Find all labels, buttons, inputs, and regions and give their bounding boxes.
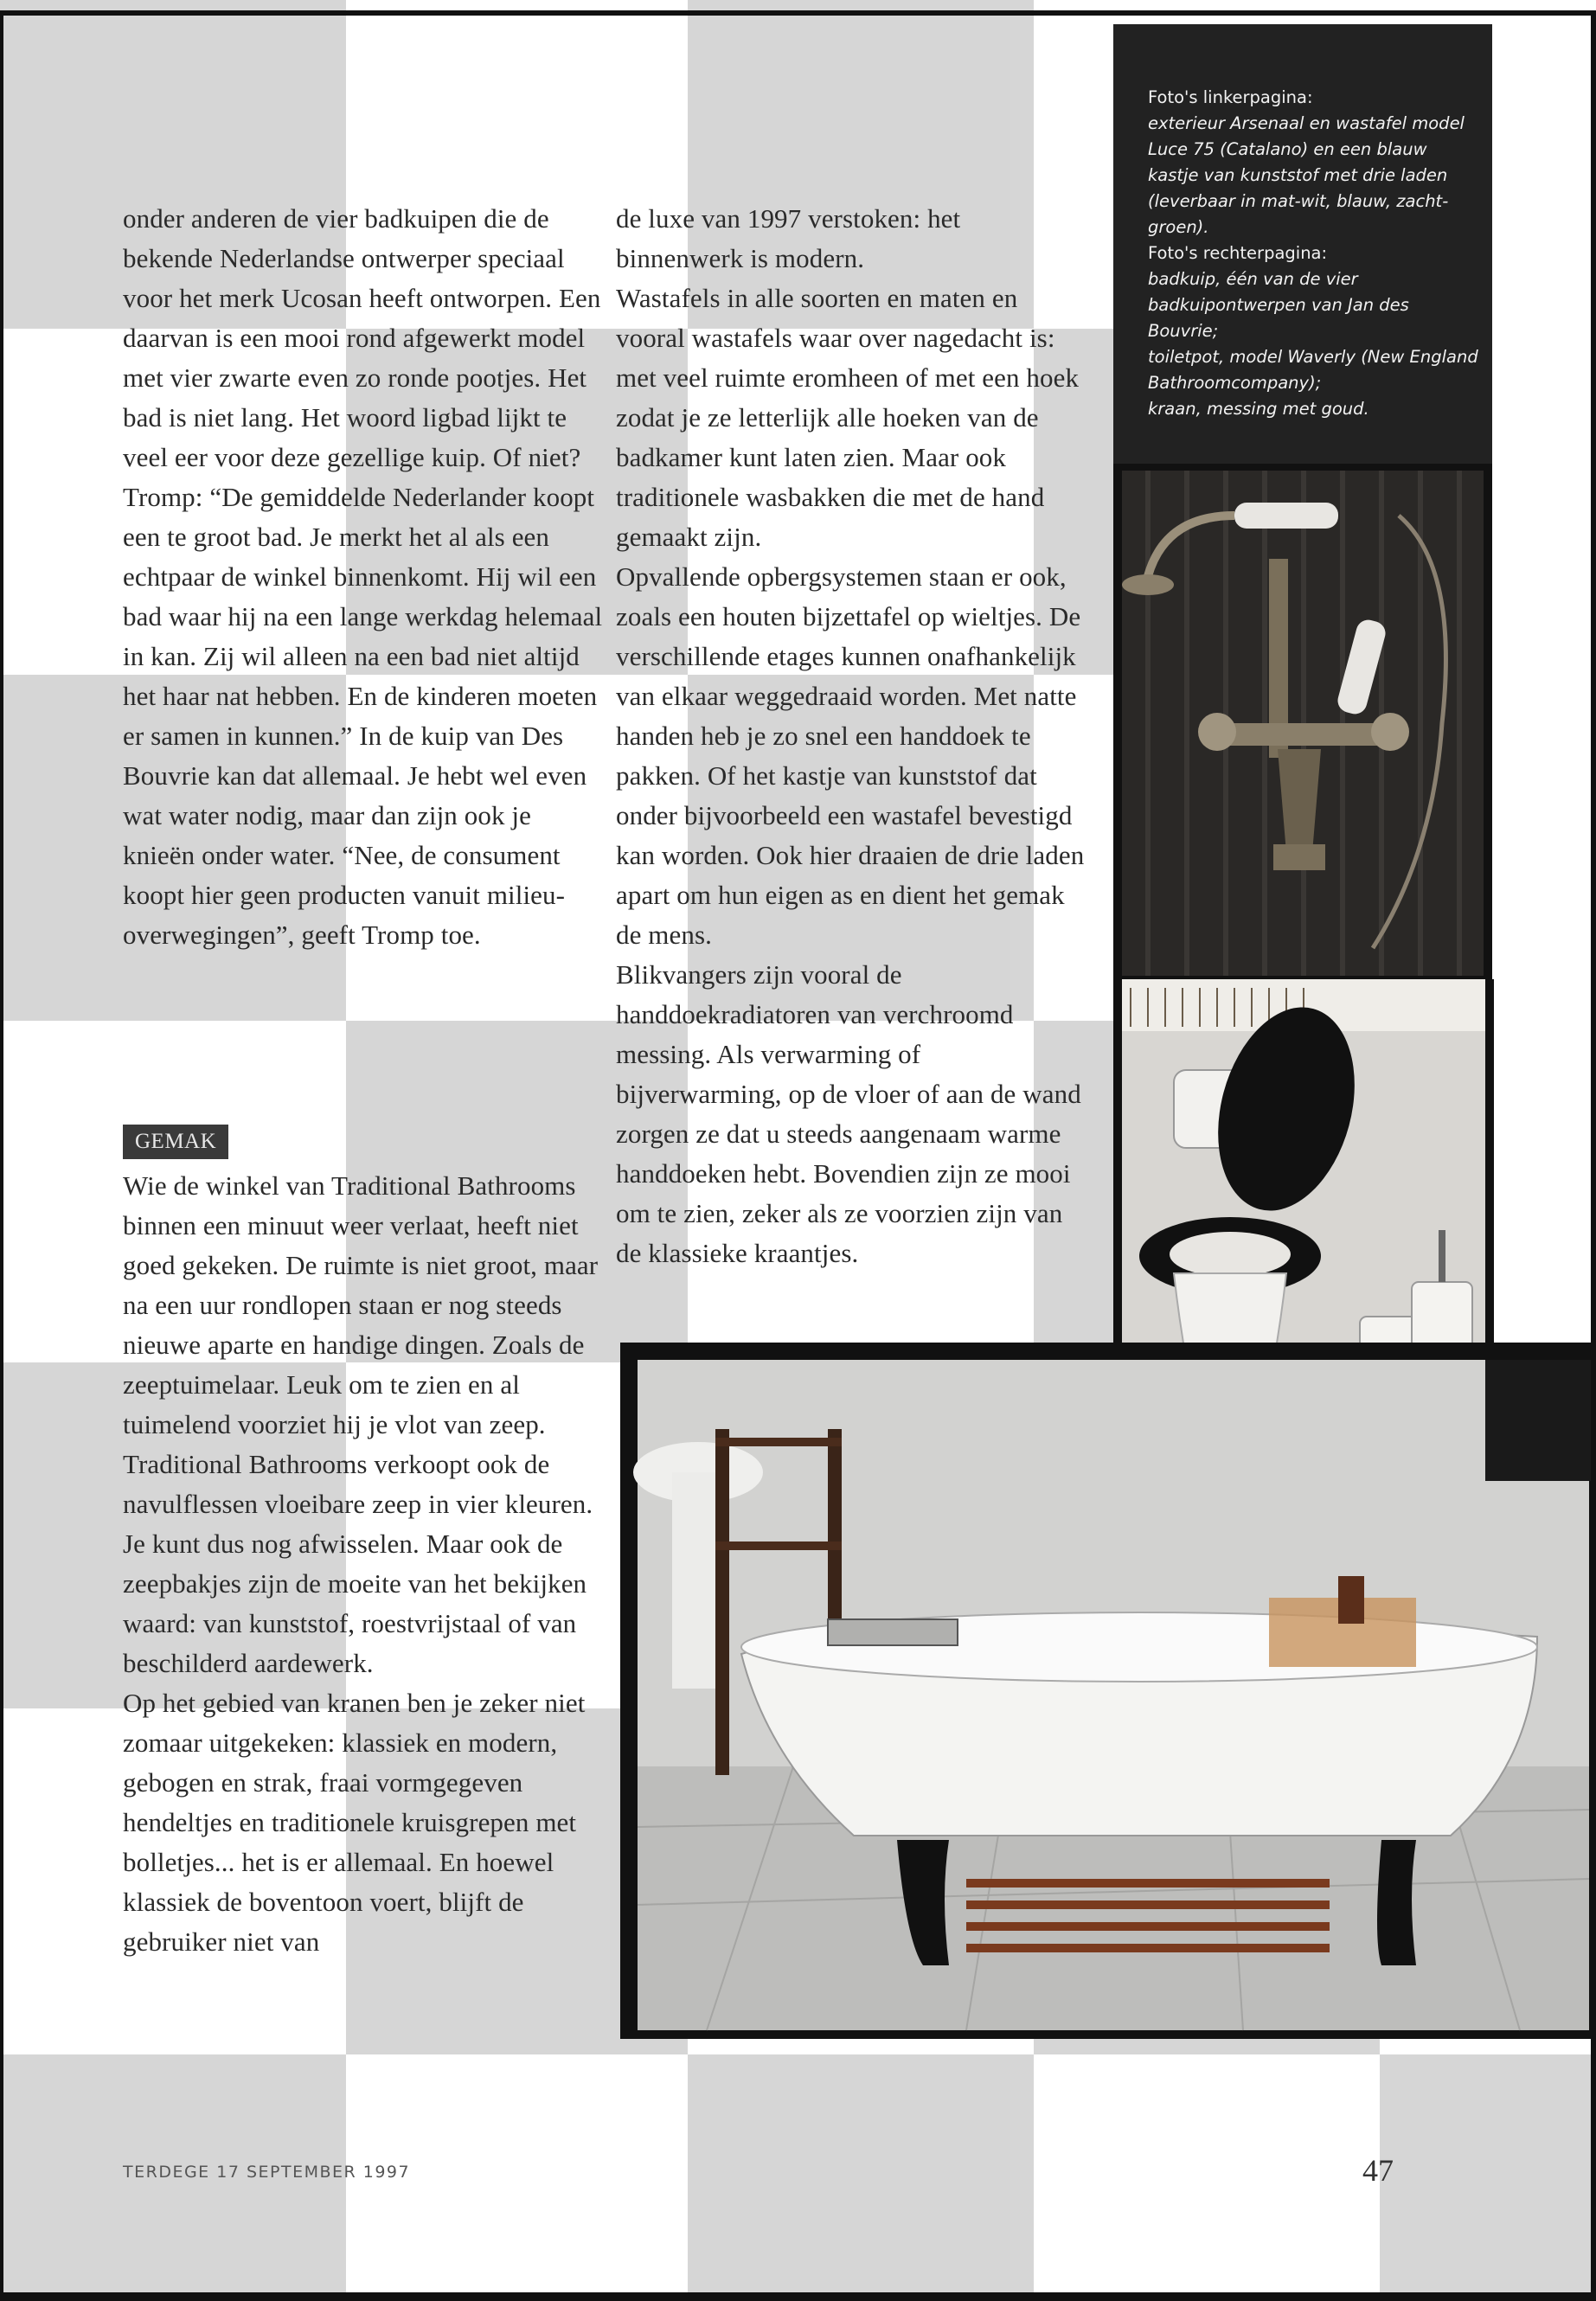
caption-line: kraan, messing met goud. [1148, 399, 1369, 419]
caption-line: badkuip, één van de vier badkuipontwerpen van Jan des Bouvrie; [1148, 269, 1409, 341]
photo-bathtub [620, 1343, 1591, 2039]
page-edge-left [0, 10, 3, 2301]
paragraph: onder anderen de vier badkuipen die de bekende Nederlandse ontwerper speciaal voor het merk Ucosan heeft ontworpen. Een daarvan is een mooi rond afgewerkt model met vier zwarte even zo ronde pootjes. Het bad is niet lang. Het woord ligbad lijkt te veel eer voor deze gezellige kuip. Of niet? Tromp: “De gemiddelde Nederlander koopt een te groot bad. Je merkt het al als een echtpaar de winkel binnenkomt. Hij wil een bad waar hij na een lange werkdag helemaal in kan. Zij wil alleen na een bad niet altijd het haar nat hebben. En de kinderen moeten er samen in kunnen.” In de kuip van Des Bouvrie kan dat allemaal. Je hebt wel even wat water nodig, maar dan zijn ook je knieën onder water. “Nee, de consument koopt hier geen producten vanuit milieu-overwegingen”, geeft Tromp toe. [123, 203, 603, 950]
magazine-name: TERDEGE [123, 2163, 210, 2182]
paragraph: Wie de winkel van Traditional Bathrooms binnen een minuut weer verlaat, heeft niet goed gekeken. De ruimte is niet groot, maar na een uur rondlopen staan er nog steeds nieuwe aparte en handige dingen. Zoals de zeeptuimelaar. Leuk om te zien en al tuimelend voorziet hij je vlot van zeep. Traditional Bathrooms verkoopt ook de navulflessen vloeibare zeep in vier kleuren. Je kunt dus nog afwisselen. Maar ook de zeepbakjes zijn de moeite van het bekijken waard: van kunststof, roestvrijstaal of van beschilderd aardewerk. [123, 1170, 599, 1678]
issue-date: 17 SEPTEMBER 1997 [216, 2163, 411, 2182]
section-heading: GEMAK [123, 1125, 228, 1159]
article-column-1 [123, 199, 607, 955]
paragraph: Blikvangers zijn vooral de handdoekradiatoren van verchroomd messing. Als verwarming of bijverwarming, op de vloer of aan de wand zorgen ze dat u steeds aangenaam warme handdoeken hebt. Bovendien zijn ze mooi om te zien, zeker als ze voorzien zijn van de klassieke kraantjes. [616, 959, 1081, 1268]
page-footer [123, 2163, 410, 2182]
page-number: 47 [1362, 2153, 1394, 2188]
tap-illustration [1113, 464, 1492, 979]
caption-line: toiletpot, model Waverly (New England Bathroomcompany); [1148, 347, 1478, 393]
caption-heading-right-page: Foto's rechterpagina: [1148, 243, 1328, 263]
paragraph: Opvallende opbergsystemen staan er ook, zoals een houten bijzettafel op wieltjes. De verschillende etages kunnen onafhankelijk van elkaar weggedraaid worden. Met natte handen heb je zo snel een handdoek te pakken. Of het kastje van kunststof dat onder bijvoorbeeld een wastafel bevestigd kan worden. Ook hier draaien de drie laden apart om hun eigen as en dient het gemak de mens. [616, 561, 1085, 950]
page-edge-top [0, 10, 1596, 16]
page-edge-bottom [0, 2292, 1596, 2301]
caption-text-left-page: exterieur Arsenaal en wastafel model Luce 75 (Catalano) en een blauw kastje van kunststof met drie laden (leverbaar in mat-wit, blauw, zacht-groen). [1148, 113, 1465, 237]
article-column-2 [616, 199, 1087, 1273]
article-column-1-continued [123, 1125, 607, 1962]
paragraph: Wastafels in alle soorten en maten en vooral wastafels waar over nagedacht is: met veel ruimte eromheen of met een hoek zodat je ze letterlijk alle hoeken van de badkamer kunt laten zien. Maar ook traditionele wasbakken die met de hand gemaakt zijn. [616, 283, 1080, 552]
photo-caption [1148, 85, 1481, 422]
paragraph: de luxe van 1997 verstoken: het binnenwerk is modern. [616, 203, 961, 273]
page-edge-right [1591, 10, 1596, 2301]
caption-heading-left-page: Foto's linkerpagina: [1148, 87, 1313, 107]
bathtub-illustration [620, 1343, 1591, 2039]
photo-bath-tap [1113, 464, 1492, 979]
paragraph: Op het gebied van kranen ben je zeker niet zomaar uitgekeken: klassiek en modern, gebogen en strak, fraai vormgegeven hendeltjes en traditionele kruisgrepen met bolletjes... het is er allemaal. En hoewel klassiek de boventoon voert, blijft de gebruiker niet van [123, 1688, 586, 1957]
